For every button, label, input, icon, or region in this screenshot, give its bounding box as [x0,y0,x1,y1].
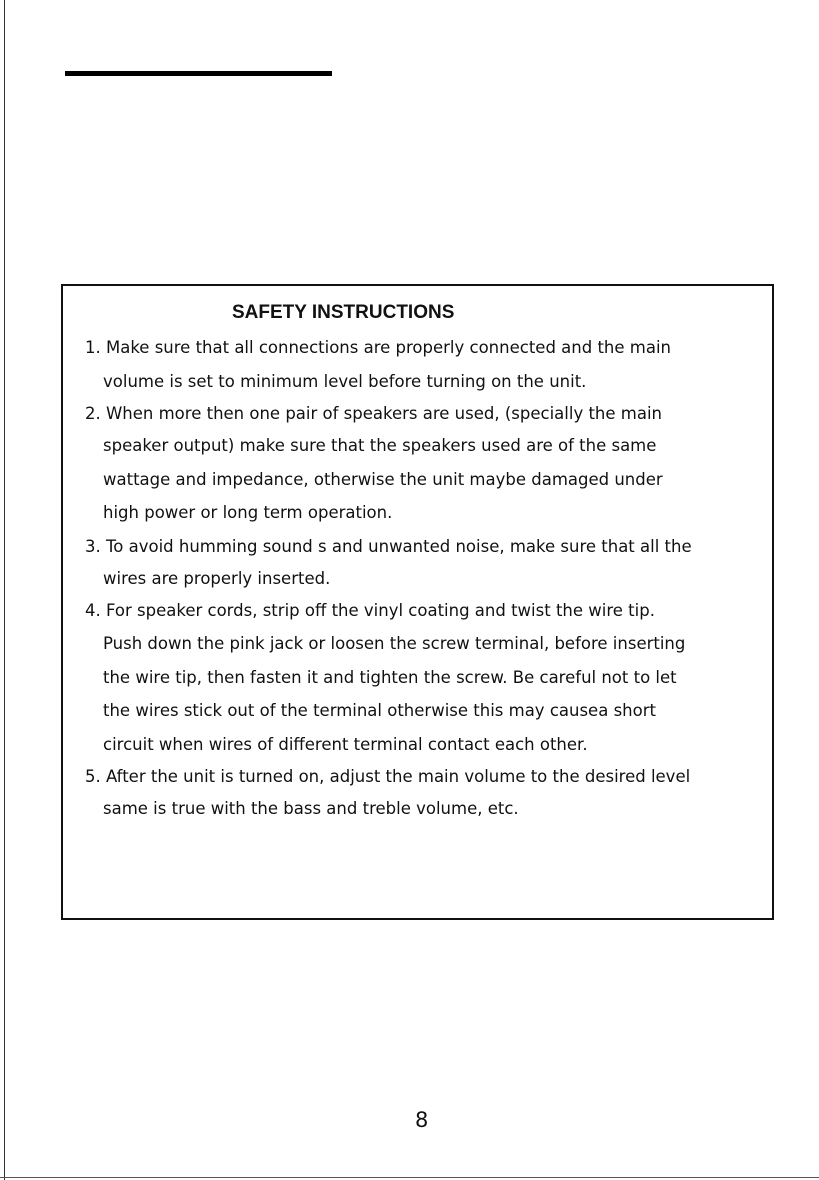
instruction-line: 4. For speaker cords, strip off the vinyl coating and twist the wire tip. [85,601,655,620]
instruction-line: volume is set to minimum level before turning on the unit. [103,372,587,391]
instruction-line: high power or long term operation. [103,503,393,522]
safety-title: SAFETY INSTRUCTIONS [232,302,455,323]
instruction-line: 5. After the unit is turned on, adjust the main volume to the desired level [85,767,691,786]
instruction-line: circuit when wires of different terminal contact each other. [103,735,588,754]
instruction-line: 2. When more then one pair of speakers are used, (specially the main [85,404,663,423]
instruction-line: the wire tip, then fasten it and tighten the screw. Be careful not to let [103,668,677,687]
instruction-line: same is true with the bass and treble volume, etc. [103,799,519,818]
page-left-edge [4,0,5,1180]
instruction-line: wattage and impedance, otherwise the unit maybe damaged under [103,470,663,489]
page-number: 8 [415,1108,429,1132]
instruction-line: Push down the pink jack or loosen the screw terminal, before inserting [103,634,686,653]
instruction-line: 1. Make sure that all connections are properly connected and the main [85,338,671,357]
page-bottom-edge [0,1177,819,1178]
instruction-line: 3. To avoid humming sound s and unwanted noise, make sure that all the [85,537,692,556]
header-rule [65,71,332,76]
instruction-line: wires are properly inserted. [103,569,331,588]
instruction-line: the wires stick out of the terminal otherwise this may causea short [103,701,656,720]
instruction-line: speaker output) make sure that the speakers used are of the same [103,436,657,455]
